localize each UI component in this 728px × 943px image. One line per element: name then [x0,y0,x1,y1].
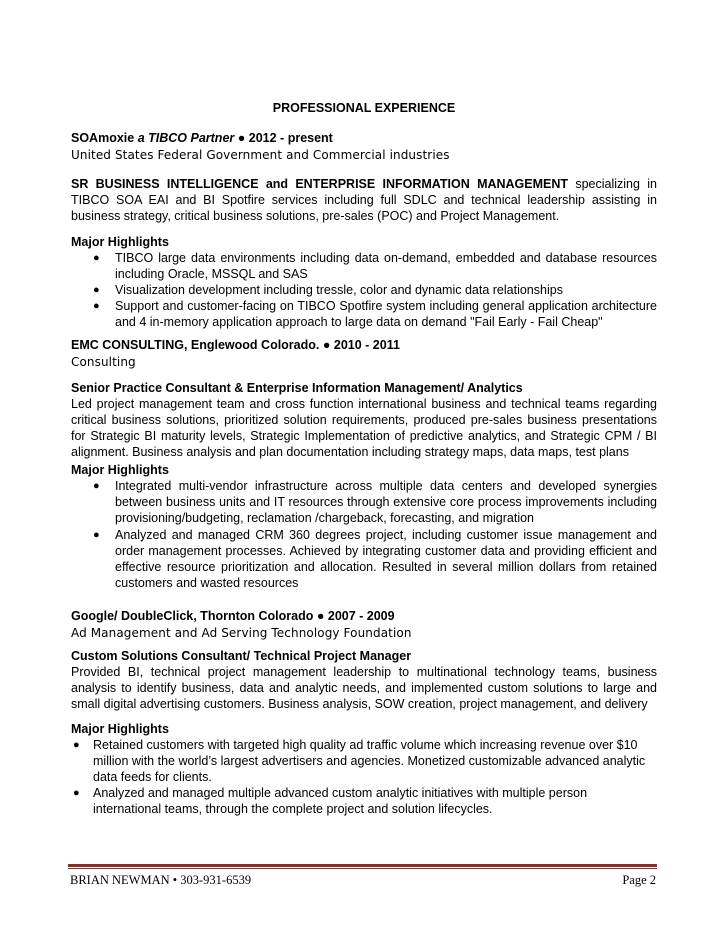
highlight-text: TIBCO large data environments including data on-demand, embedded and database resources including Oracle, MSSQL and SAS [115,251,657,281]
highlights-list [93,478,657,591]
company-name: EMC CONSULTING, Englewood Colorado. [71,338,320,352]
list-item [73,785,653,817]
list-item [93,527,657,591]
job-title: Senior Practice Consultant & Enterprise Information Management/ Analytics [71,381,523,395]
highlights-list [93,250,657,330]
page-number: Page 2 [622,873,656,887]
industry: United States Federal Government and Commercial industries [71,148,450,162]
list-item [73,737,653,785]
highlight-text: Analyzed and managed CRM 360 degrees project, including customer issue management and order management processes. Achieved by integrating customer data and providing efficient and effective resource prioritization and allocation. Resulted in several million dollars from retained customers and wasted resources [115,528,657,590]
highlight-text: Support and customer-facing on TIBCO Spotfire system including general application architecture and 4 in-memory application approach to large data on demand "Fail Early - Fail Cheap" [115,299,657,329]
job-title: SR BUSINESS INTELLIGENCE and ENTERPRISE INFORMATION MANAGEMENT [71,177,569,191]
company-name: Google/ DoubleClick, Thornton Colorado [71,609,314,623]
highlight-text: Integrated multi-vendor infrastructure across multiple data centers and developed synergies between business units and IT resources through extensive core process improvements including provisioning/budgeting, reclamation /chargeback, forecasting, and migration [115,479,657,525]
highlights-label: Major Highlights [71,463,169,477]
list-item [93,298,657,330]
industry: Ad Management and Ad Serving Technology Foundation [71,626,412,640]
industry: Consulting [71,355,136,369]
job-summary-text: specializing in TIBCO SOA EAI and BI Spotfire services including full SDLC and technical leadership assisting in business strategy, critical business solutions, pre-sales (POC) and Project Management. [71,177,657,223]
highlight-text: Retained customers with targeted high quality ad traffic volume which increasing revenue over $10 million with the world’s largest advertisers and agencies. Monetized customizable advanced analytic data feeds for clients. [93,738,646,784]
list-item [93,282,657,298]
job-summary: Led project management team and cross function international business and technical teams regarding critical business solutions, prioritized solution requirements, produced pre-sales business presentations for Strategic BI maturity levels, Strategic Implementation of predictive analytics, and Strategic CPM / BI alignment. Business analysis and plan documentation including strategy maps, data maps, test plans [71,397,657,459]
job-dates: ● 2012 - present [237,131,333,145]
highlight-text: Visualization development including tressle, color and dynamic data relationships [115,283,563,297]
list-item [93,250,657,282]
job-summary: Provided BI, technical project management leadership to multinational technology teams, business analysis to identify business, data and analytic needs, and implemented custom solutions to large and small digital advertising customers. Business analysis, SOW creation, project management, and delivery [71,665,657,711]
footer-divider [68,864,657,867]
bullet-icon: ● [93,480,100,492]
footer-contact: BRIAN NEWMAN • 303-931-6539 [70,873,252,887]
job-dates: ● 2007 - 2009 [316,609,395,623]
job-header [71,337,657,353]
highlights-label: Major Highlights [71,722,169,736]
highlights-label: Major Highlights [71,235,169,249]
footer-divider-thin [68,868,657,869]
company-tagline: a TIBCO Partner [137,131,235,145]
bullet-icon: ● [93,252,100,264]
list-item [93,478,657,527]
highlight-text: Analyzed and managed multiple advanced custom analytic initiatives with multiple person international teams, through the complete project and solution lifecycles. [93,786,588,816]
job-dates: ● 2010 - 2011 [322,338,400,352]
bullet-icon: ● [73,739,80,751]
job-header [71,130,657,146]
company-name: SOAmoxie [71,131,135,145]
section-heading: PROFESSIONAL EXPERIENCE [272,101,456,115]
bullet-icon: ● [93,284,100,296]
job-title: Custom Solutions Consultant/ Technical Project Manager [71,649,412,663]
highlights-list [73,737,653,817]
job-header [71,608,657,624]
job-summary [71,176,657,224]
bullet-icon: ● [73,787,80,799]
bullet-icon: ● [93,529,100,541]
bullet-icon: ● [93,300,100,312]
